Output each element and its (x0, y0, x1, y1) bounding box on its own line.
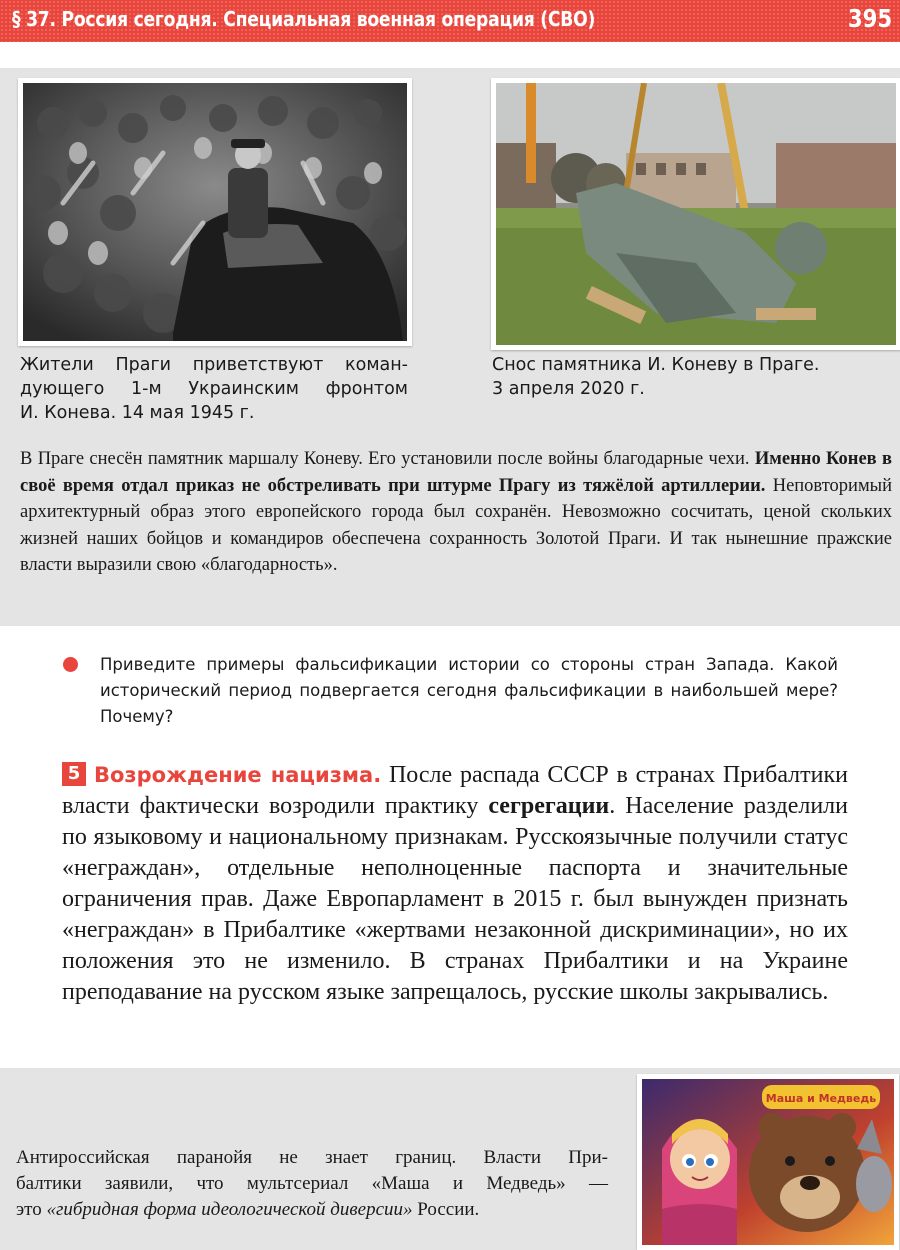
page-number: 395 (847, 4, 892, 33)
caption-line: 3 апреля 2020 г. (492, 379, 645, 399)
page-header (0, 0, 900, 42)
section-number-badge: 5 (62, 762, 86, 786)
prague-paragraph (20, 446, 892, 579)
section-text-a: После распада СССР в странах Прибалтики власти фактически возродили практику (62, 762, 848, 819)
section-5-paragraph (62, 760, 848, 1008)
photo-masha-and-bear (637, 1074, 899, 1250)
photo2-caption (492, 353, 892, 401)
photo-konev-monument-removal (491, 78, 900, 350)
review-question: Приведите примеры фальсификации истории со стороны стран Запада. Какой исторический период подвергается сегодня фальсификации в наибольшей мере? Почему? (100, 655, 838, 726)
section-heading: § 37. Россия сегодня. Специальная военная операция (СВО) (12, 7, 596, 31)
poster-logo-text: Маша и Медведь (765, 1092, 877, 1105)
masha-quote-italic: «гибридная форма идеологической диверсии» (46, 1199, 413, 1220)
section-title: Возрождение нацизма. (94, 763, 382, 787)
prague-text-part2: Неповторимый архитектурный образ этого европейского города был сохранён. Невозможно сосчитать, ценой скольких жизней наших бойцов и командиров обеспечена сохранность Золотой Праги. И так нынешние пражские власти выразили свою «благодарность». (20, 475, 892, 575)
masha-line (16, 1197, 608, 1223)
masha-line: Антироссийская паранойя не знает границ. Власти При- (16, 1147, 608, 1168)
section-text-bold: сегрегации (488, 793, 610, 819)
question-bullet-icon (63, 657, 78, 672)
crowd-photo-image (23, 83, 407, 341)
masha-paragraph (16, 1145, 608, 1223)
caption-line: И. Конева. 14 мая 1945 г. (20, 403, 255, 423)
photo1-caption (20, 353, 408, 425)
caption-line: дующего 1-м Украинским фронтом (20, 379, 408, 399)
caption-line: Снос памятника И. Коневу в Праге. (492, 355, 820, 375)
masha-poster-image (642, 1079, 894, 1245)
masha-line3-prefix: это (16, 1199, 47, 1220)
section-text-b: . Население разделили по языковому и национальному признакам. Русскоязычные получили статус «неграждан», отдельные неполноценные паспорта и значительные ограничения прав. Даже Европарламент в 2015 г. был вынужден признать «неграждан» в Прибалтике «жертвами незаконной дискриминации», но их положения это не изменило. В странах Прибалтики и на Украине преподавание на русском языке запрещалось, русские школы закрывались. (62, 793, 848, 1005)
caption-line: Жители Праги приветствуют коман- (20, 355, 408, 375)
prague-text-part1: В Праге снесён памятник маршалу Коневу. Его установили после войны благодарные чехи. (20, 449, 755, 469)
masha-line3-suffix: России. (412, 1199, 480, 1220)
monument-photo-image (496, 83, 896, 345)
photo-konev-prague-1945 (18, 78, 412, 346)
masha-line: балтики заявили, что мультсериал «Маша и Медведь» — (16, 1173, 608, 1194)
prague-text-bold: Именно Конев в своё время отдал приказ не обстреливать при штурме Прагу из тяжёлой артиллерии. (20, 449, 892, 496)
